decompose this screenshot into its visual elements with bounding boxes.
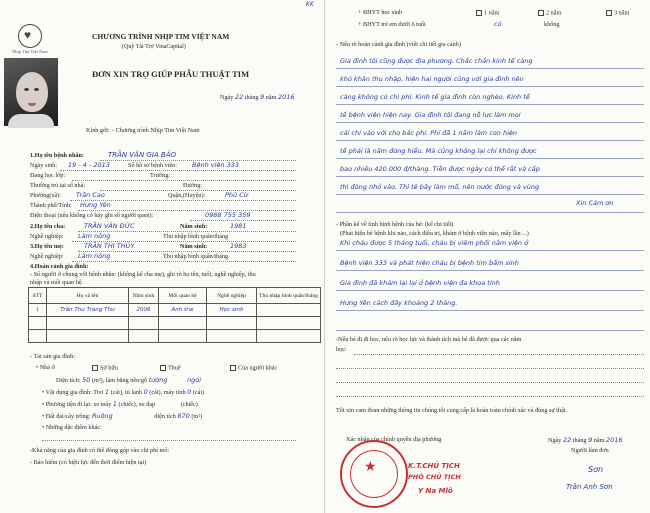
date-line: Ngày 22 tháng 9 năm 2016 bbox=[220, 93, 295, 101]
house-others-option[interactable]: Của người khác bbox=[230, 365, 277, 372]
official-seal bbox=[340, 440, 408, 508]
dob-label: Ngày sinh: bbox=[30, 162, 57, 169]
house-rented-option[interactable]: Thuê bbox=[160, 365, 181, 372]
city-label: Thành phố/Tỉnh: bbox=[30, 202, 72, 209]
city-value[interactable]: Hưng Yên bbox=[80, 201, 111, 209]
circumstance-line-8[interactable]: thì đóng nhỏ vào. Thì tê bấy làm mổ, nên nước đóng và vùng bbox=[340, 183, 540, 191]
school-record-label: -Nếu bé đi đi học, nêu rõ học lực và thành tích mà bé đã được qua các năm bbox=[336, 336, 522, 343]
circumstance-line-2[interactable]: khó khăn thu nhập, hiện hai người cũng với gia đình nên bbox=[340, 75, 524, 83]
cell-relation[interactable]: Anh trai bbox=[159, 304, 207, 317]
checkbox-icon[interactable] bbox=[160, 365, 166, 371]
application-page-right bbox=[306, 0, 650, 513]
family-members-table bbox=[28, 287, 321, 343]
heart-logo-icon: ♥ bbox=[18, 24, 42, 48]
bhyt-student-label: + BHYT học sinh bbox=[358, 9, 403, 16]
medical-line-2[interactable]: Bệnh viện 333 và phát hiện cháu bị bệnh tim bẩm sinh bbox=[340, 259, 519, 267]
dob-value[interactable]: 19 - 4 - 2013 bbox=[68, 161, 110, 169]
father-year-label: Năm sinh: bbox=[180, 223, 208, 230]
ward-label: Phường(xã): bbox=[30, 192, 62, 199]
commitment-text: Tôi xin cam đoan những thông tin chúng tôi cung cấp là hoàn toàn chính xác và đúng sự thật. bbox=[336, 407, 568, 414]
insurance-label: - Bảo hiểm (có hiệu lực đến thời điểm hiện tại) bbox=[30, 459, 147, 466]
vehicle-line: • Phương tiện đi lại: xe máy 1 (chiếc), xe đạp (chiếc) bbox=[42, 400, 198, 408]
child-insurance-no: không bbox=[544, 21, 560, 28]
cell-job[interactable]: Học sinh bbox=[207, 304, 257, 317]
checkbox-icon[interactable] bbox=[476, 10, 482, 16]
father-year-value[interactable]: 1981 bbox=[230, 222, 247, 230]
checkbox-icon[interactable] bbox=[92, 365, 98, 371]
circumstance-line-1[interactable]: Gia đình tôi cũng được địa phương. Chắc chắn kinh tế càng bbox=[340, 57, 533, 65]
signer-label: Người làm đơn bbox=[571, 447, 609, 454]
contribution-label: -Khả năng của gia đình có thể đóng góp vào chi phí mổ: bbox=[30, 447, 170, 454]
medical-label: - Phần kể về tình hình bệnh của bé: (kể chi tiết) bbox=[336, 221, 454, 228]
recipient-value: - Chương trình Nhịp Tim Việt Nam bbox=[112, 127, 200, 134]
district-value[interactable]: Phù Cừ bbox=[225, 191, 248, 199]
phone-value[interactable]: 0988 755 359 bbox=[205, 211, 251, 219]
cell-year[interactable]: 2006 bbox=[129, 304, 159, 317]
col-income: Thu nhập bình quân/tháng bbox=[257, 288, 321, 304]
bhyt-child-label: + BHYT trẻ em dưới 6 tuổi bbox=[358, 21, 426, 28]
area-line: Diện tích: 50 (m²), làm bằng nền/gỗ tường ngói bbox=[56, 376, 202, 384]
circumstance-line-5[interactable]: cái chi vào với cho bác phí. Phí đã 1 năm làm con hiện bbox=[340, 129, 517, 137]
circumstance-label: - Nêu rõ hoàn cảnh gia đình (viết chi tiết gia cảnh) bbox=[336, 41, 461, 48]
table-row bbox=[29, 330, 321, 343]
circumstance-line-9[interactable]: Xin Cảm ơn bbox=[576, 199, 614, 207]
right-date-line: Ngày 22 tháng 9 năm 2016 bbox=[548, 436, 623, 444]
table-header-row bbox=[29, 288, 321, 304]
mother-year-label: Năm sinh: bbox=[180, 243, 208, 250]
program-title: CHƯƠNG TRÌNH NHỊP TIM VIỆT NAM bbox=[92, 32, 230, 41]
option-1-year[interactable]: 1 năm bbox=[476, 10, 499, 17]
house-label: • Nhà ở bbox=[36, 364, 55, 371]
sponsor-text: (Quỹ Tài Trợ VinaCapital) bbox=[122, 44, 186, 50]
school-record-label-2: học: bbox=[336, 346, 347, 353]
circumstance-line-6[interactable]: tế phải là năm đóng hiểu. Mà cũng không lại chỉ không được bbox=[340, 147, 537, 155]
local-authority-label: Xác nhận của chính quyền địa phương bbox=[346, 436, 442, 443]
col-stt: STT bbox=[29, 288, 47, 304]
grade-label: Đang học lớp: bbox=[30, 172, 66, 179]
father-income-label: Thu nhập bình quân/tháng bbox=[163, 233, 229, 240]
cell-stt: 1 bbox=[29, 304, 47, 317]
col-name: Họ và tên bbox=[47, 288, 129, 304]
mother-name-value[interactable]: TRẦN THỊ THÚY bbox=[84, 242, 135, 250]
father-name-label: 2.Họ tên cha: bbox=[30, 223, 66, 230]
child-insurance-value[interactable]: có bbox=[494, 20, 502, 28]
mother-job-label: Nghề nghiệp: bbox=[30, 253, 64, 260]
signer-name: Trần Anh Sơn bbox=[566, 483, 613, 491]
school-label: Trường: bbox=[150, 172, 171, 179]
circumstance-line-3[interactable]: càng không có chi phí. Kinh tế gia đình còn nghèo. Kinh tế bbox=[340, 93, 530, 101]
family-heading: 4.Hoàn cảnh gia đình: bbox=[30, 263, 89, 270]
family-intro-2: nhập và mối quan hệ. bbox=[30, 279, 84, 286]
mother-name-label: 3.Họ tên mẹ: bbox=[30, 243, 64, 250]
house-owned-option[interactable]: Sở hữu bbox=[92, 365, 118, 372]
star-icon: ★ bbox=[364, 460, 377, 475]
col-relation: Mối quan hệ bbox=[159, 288, 207, 304]
father-name-value[interactable]: TRẦN VĂN ĐỨC bbox=[84, 222, 135, 230]
circumstance-line-4[interactable]: tế bệnh viện hiện nay. Gia đình tôi đang nỗ lực làm mọi bbox=[340, 111, 521, 119]
family-intro-1: - Số người ở chung với bệnh nhân: (không kể cha mẹ), ghi rõ họ tên, tuổi, nghề nghiệp, thu bbox=[30, 271, 256, 278]
patient-name-label: 1.Họ tên bệnh nhân: bbox=[30, 152, 84, 159]
table-row bbox=[29, 317, 321, 330]
mother-job-value[interactable]: Làm nông bbox=[78, 252, 111, 260]
household-items-line: • Vật dụng gia đình: Tivi 1 (cái), tủ lạnh 0 (cái), máy tính 0 (cái) bbox=[42, 388, 205, 396]
cell-name[interactable]: Trần Thu Trang Thư bbox=[47, 304, 129, 317]
checkbox-icon[interactable] bbox=[606, 10, 612, 16]
checkbox-icon[interactable] bbox=[538, 10, 544, 16]
medical-line-3[interactable]: Gia đình đã khám lại lại ở bệnh viện đa khoa tỉnh bbox=[340, 279, 500, 287]
col-year: Năm sinh bbox=[129, 288, 159, 304]
other-features-label: • Những đặc điểm khác: bbox=[42, 424, 102, 431]
stamp-subtitle: PHÓ CHỦ TỊCH bbox=[408, 473, 461, 481]
medical-line-1[interactable]: Khi cháu được 5 tháng tuổi, cháu bị viêm phổi nằm viện ở bbox=[340, 239, 529, 247]
stamp-title: K.T.CHỦ TỊCH bbox=[408, 462, 460, 470]
land-line: • Đất đai/cây trồng: Ruộng diện tích 870 (m²) bbox=[42, 412, 203, 420]
medical-sub: (Phát hiện bé bệnh khi nào, cách điều trị, khám ở bệnh viện nào, mấy lần ...) bbox=[340, 230, 529, 237]
corner-note: KK bbox=[306, 1, 314, 8]
recipient-label: Kính gởi: bbox=[86, 127, 110, 134]
col-job: Nghề nghiệp bbox=[207, 288, 257, 304]
option-3-year[interactable]: 3 năm bbox=[606, 10, 629, 17]
logo-text: Nhịp Tim Việt Nam bbox=[12, 49, 48, 54]
address-label: Thường trú tại số nhà: bbox=[30, 182, 86, 189]
cell-income[interactable] bbox=[257, 304, 321, 317]
stamp-name: Y Na Mlô bbox=[418, 487, 453, 495]
father-job-value[interactable]: Làm nông bbox=[78, 232, 111, 240]
checkbox-icon[interactable] bbox=[230, 365, 236, 371]
signer-signature: Sơn bbox=[588, 465, 604, 474]
phone-label: Điện thoại (nếu không có hãy ghi số người quen): bbox=[30, 212, 154, 219]
mother-year-value[interactable]: 1983 bbox=[230, 242, 247, 250]
option-2-year[interactable]: 2 năm bbox=[538, 10, 561, 17]
table-row bbox=[29, 304, 321, 317]
patient-photo bbox=[4, 58, 58, 126]
medical-line-4[interactable]: Hưng Yên cách đây khoảng 2 tháng. bbox=[340, 299, 458, 307]
patient-name-value[interactable]: TRẦN VĂN GIA BẢO bbox=[108, 151, 177, 159]
mother-income-label: Thu nhập bình quân/tháng bbox=[163, 253, 229, 260]
district-label: Quận,(Huyện): bbox=[168, 192, 206, 199]
assets-heading: - Tài sản gia đình: bbox=[30, 353, 75, 360]
form-title: ĐƠN XIN TRỢ GIÚP PHẪU THUẬT TIM bbox=[92, 69, 250, 79]
ward-value[interactable]: Trần Cao bbox=[76, 191, 105, 199]
street-label: Đường: bbox=[183, 182, 203, 189]
father-job-label: Nghề nghiệp: bbox=[30, 233, 64, 240]
file-number-value[interactable]: Bệnh viện 333 bbox=[192, 161, 240, 169]
file-number-label: Số hồ sơ bệnh viện: bbox=[128, 162, 177, 169]
circumstance-line-7[interactable]: bao nhiêu 420.000 đ/tháng. Tiền được ngày có thể rất và cấp bbox=[340, 165, 540, 173]
